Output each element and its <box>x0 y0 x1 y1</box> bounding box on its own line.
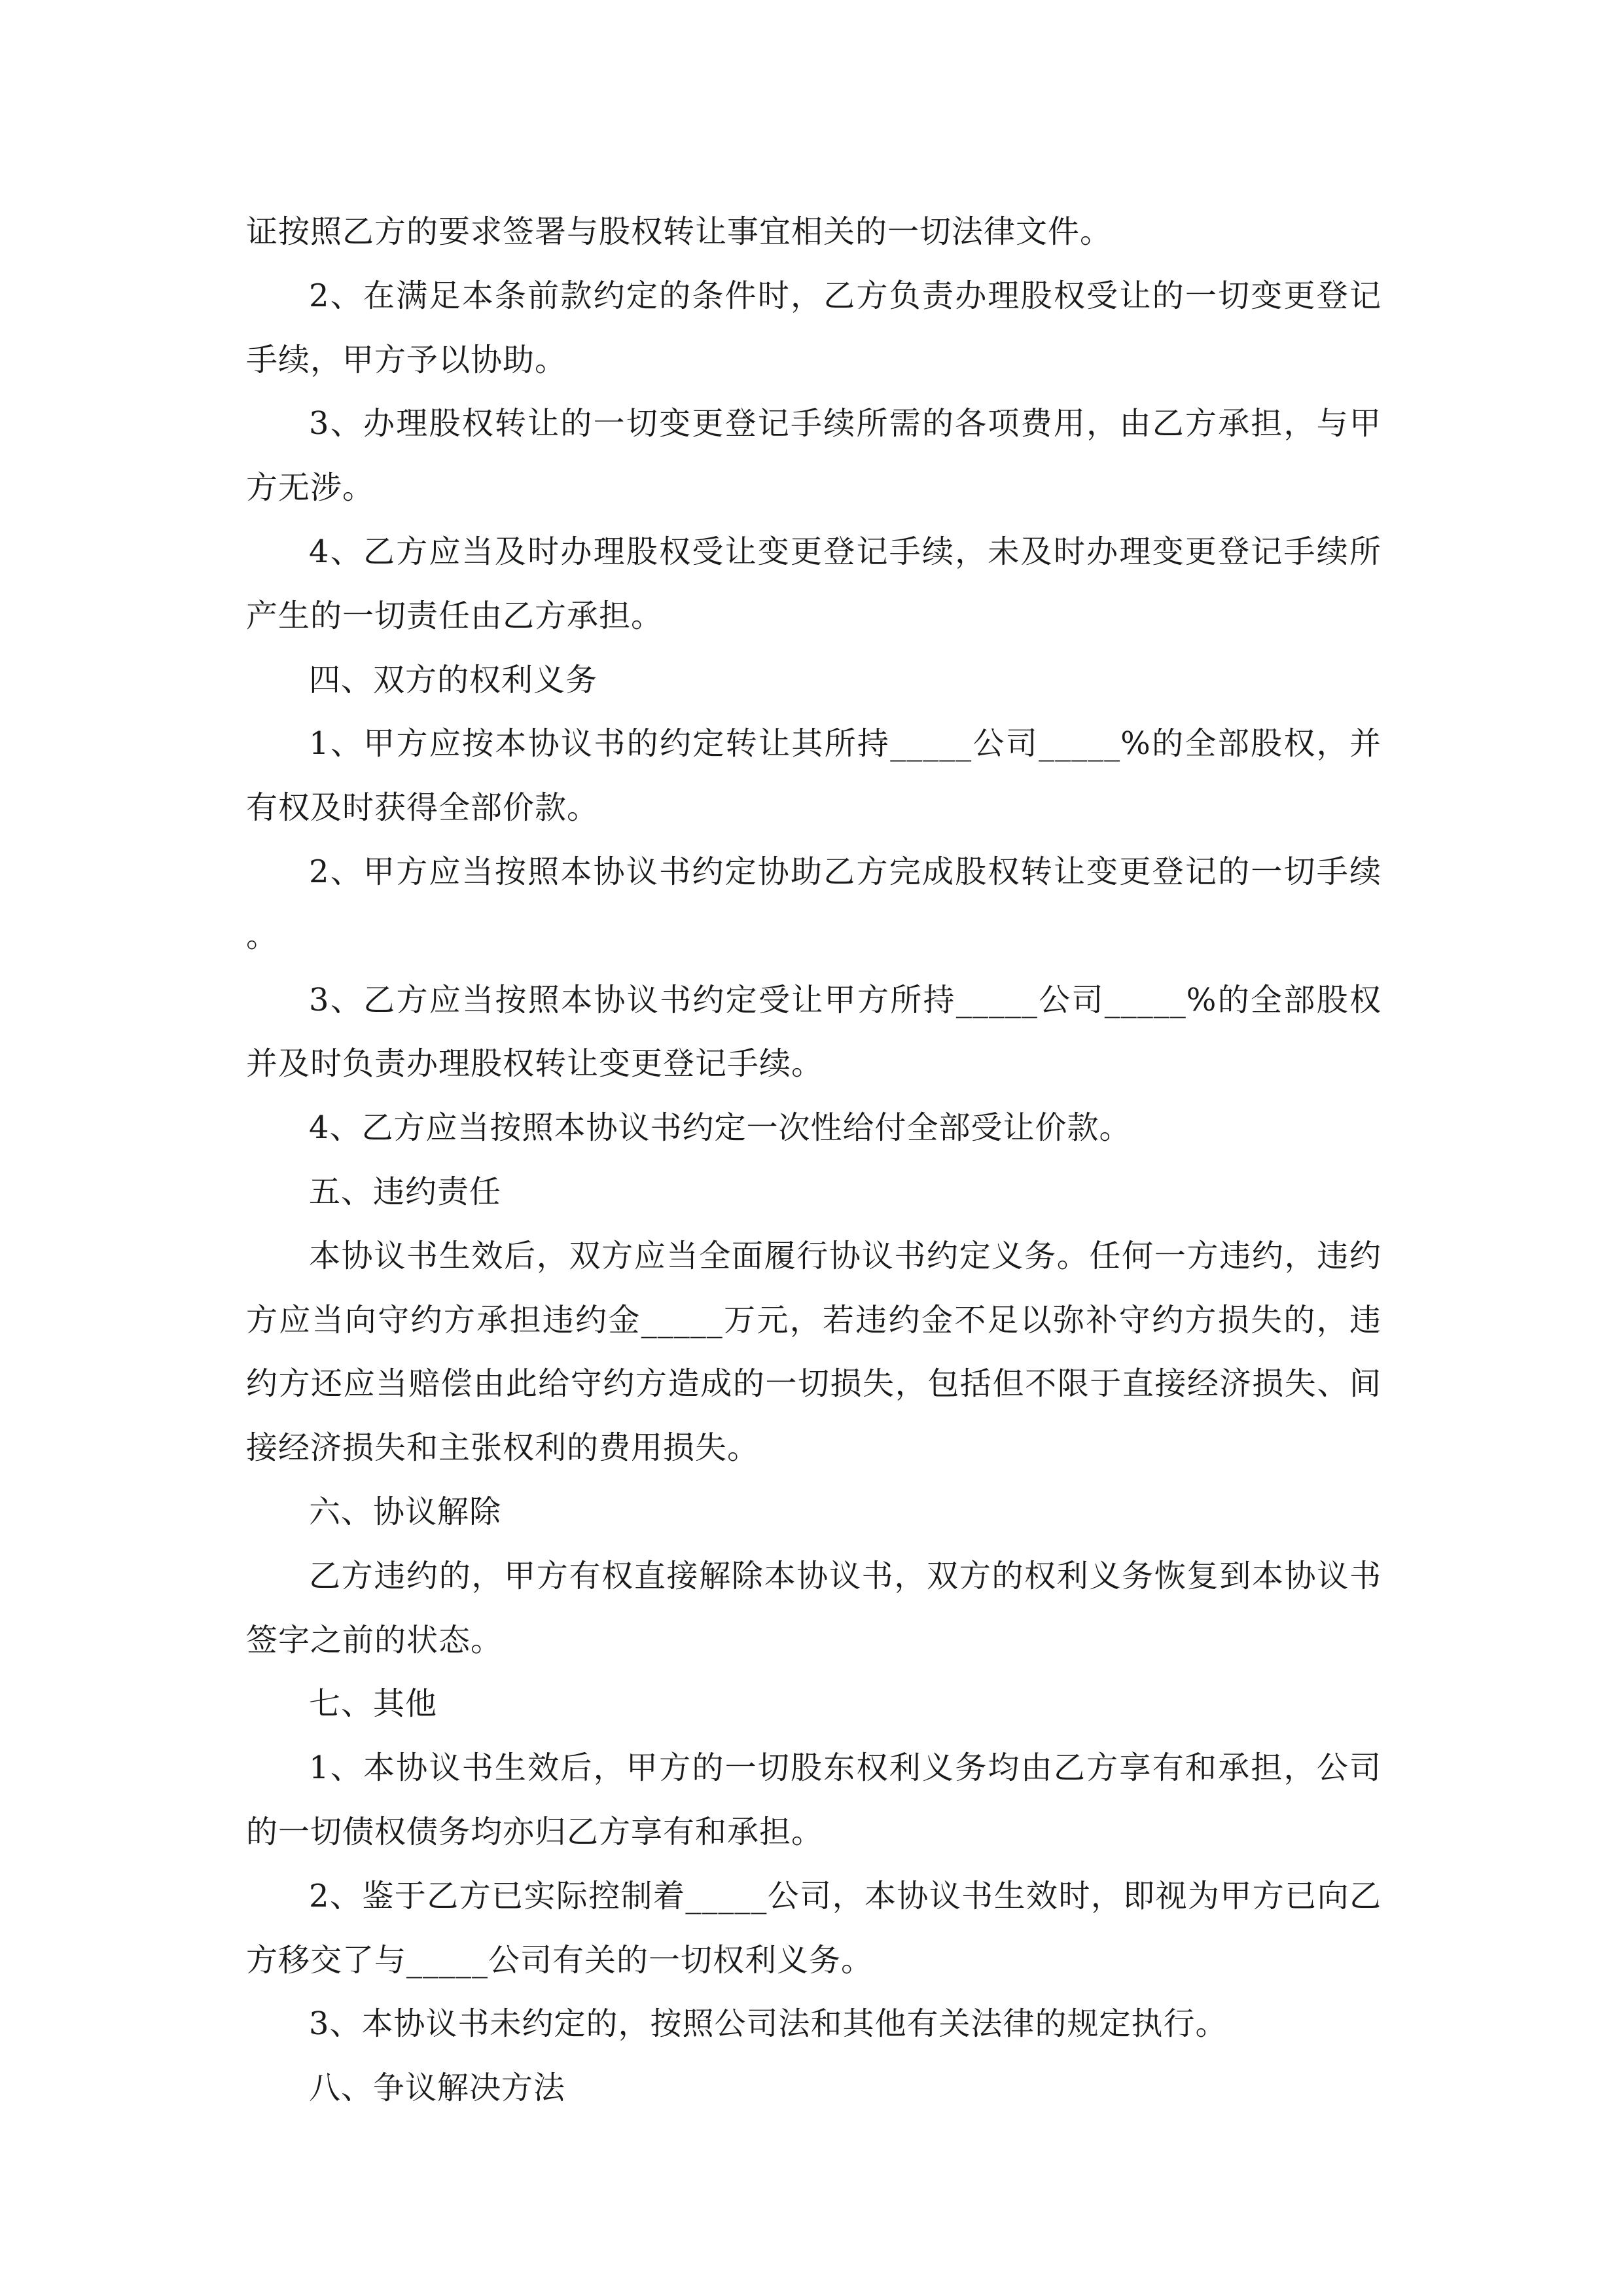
paragraph-breach: 本协议书生效后，双方应当全面履行协议书约定义务。任何一方违约，违约方应当向守约方承担违约金_____万元，若违约金不足以弥补守约方损失的，违约方还应当赔偿由此给守约方造成的一切损失，包括但不限于直接经济损失、间接经济损失和主张权利的费用损失。 <box>246 1237 1382 1467</box>
paragraph-clause-4-3: 3、乙方应当按照本协议书约定受让甲方所持_____公司_____%的全部股权并及时负责办理股权转让变更登记手续。 <box>246 981 1382 1083</box>
section-heading-8: 八、争议解决方法 <box>309 2070 566 2107</box>
paragraph-clause-3-2: 2、在满足本条前款约定的条件时，乙方负责办理股权受让的一切变更登记手续，甲方予以协助。 <box>246 277 1382 378</box>
paragraph-clause-7-3: 3、本协议书未约定的，按照公司法和其他有关法律的规定执行。 <box>309 2005 1228 2043</box>
paragraph-clause-4-4: 4、乙方应当按照本协议书约定一次性给付全部受让价款。 <box>309 1109 1132 1147</box>
paragraph-clause-3-4: 4、乙方应当及时办理股权受让变更登记手续，未及时办理变更登记手续所产生的一切责任由乙方承担。 <box>246 533 1382 634</box>
document-body <box>246 200 1382 2121</box>
paragraph-termination: 乙方违约的，甲方有权直接解除本协议书，双方的权利义务恢复到本协议书签字之前的状态。 <box>246 1557 1382 1659</box>
paragraph-clause-4-1: 1、甲方应按本协议书的约定转让其所持_____公司_____%的全部股权，并有权及时获得全部价款。 <box>246 725 1382 827</box>
paragraph-clause-7-2: 2、鉴于乙方已实际控制着_____公司，本协议书生效时，即视为甲方已向乙方移交了与_____公司有关的一切权利义务。 <box>246 1877 1382 1979</box>
section-heading-4: 四、双方的权利义务 <box>309 661 598 698</box>
paragraph-continuation: 证按照乙方的要求签署与股权转让事宜相关的一切法律文件。 <box>246 213 1113 250</box>
section-heading-5: 五、违约责任 <box>309 1173 502 1210</box>
paragraph-clause-4-2: 2、甲方应当按照本协议书约定协助乙方完成股权转让变更登记的一切手续。 <box>246 853 1382 954</box>
paragraph-clause-7-1: 1、本协议书生效后，甲方的一切股东权利义务均由乙方享有和承担，公司的一切债权债务均亦归乙方享有和承担。 <box>246 1749 1382 1850</box>
section-heading-7: 七、其他 <box>309 1685 438 1723</box>
paragraph-clause-3-3: 3、办理股权转让的一切变更登记手续所需的各项费用，由乙方承担，与甲方无涉。 <box>246 405 1382 507</box>
section-heading-6: 六、协议解除 <box>309 1493 502 1530</box>
